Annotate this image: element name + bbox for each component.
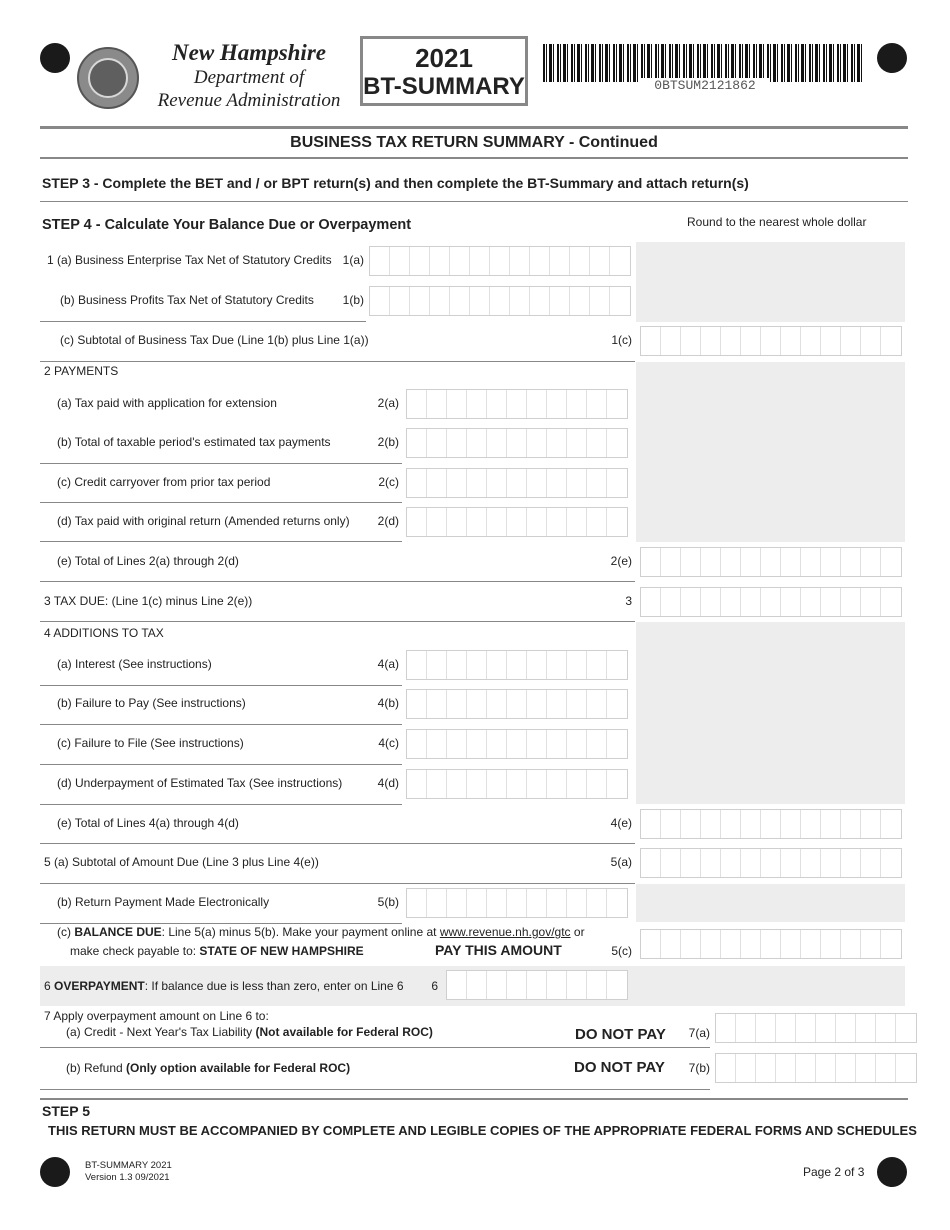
line-5a-ref: 5(a)	[610, 855, 632, 869]
form-name: BT-SUMMARY	[363, 73, 525, 100]
registration-mark	[877, 43, 907, 73]
line-2b-ref: 2(b)	[377, 435, 399, 449]
page-title: BUSINESS TAX RETURN SUMMARY - Continued	[290, 134, 658, 151]
payment-link[interactable]: www.revenue.nh.gov/gtc	[439, 925, 571, 939]
agency-name-line1: New Hampshire	[172, 40, 326, 65]
line-1c-label: (c) Subtotal of Business Tax Due (Line 1(b) plus Line 1(a))	[60, 333, 369, 347]
form-year: 2021	[415, 43, 473, 73]
line-2b-input[interactable]	[406, 428, 628, 458]
page-number: Page 2 of 3	[803, 1165, 865, 1179]
registration-mark	[40, 43, 70, 73]
line-6-label: 6 OVERPAYMENT: If balance due is less than zero, enter on Line 6	[44, 979, 404, 993]
round-note: Round to the nearest whole dollar	[687, 215, 867, 229]
line-4d-label: (d) Underpayment of Estimated Tax (See instructions)	[57, 776, 343, 790]
line-5b-label: (b) Return Payment Made Electronically	[57, 895, 270, 909]
line-4c-ref: 4(c)	[378, 736, 399, 750]
line-1a-ref: 1(a)	[342, 253, 364, 267]
line-3-label: 3 TAX DUE: (Line 1(c) minus Line 2(e))	[44, 594, 253, 608]
line-4b-ref: 4(b)	[377, 696, 399, 710]
barcode	[543, 44, 863, 82]
line-4a-ref: 4(a)	[377, 657, 399, 671]
line-2e-input[interactable]	[640, 547, 902, 577]
line-1c-ref: 1(c)	[611, 333, 632, 347]
line-7b-label: (b) Refund (Only option available for Federal ROC)	[66, 1061, 351, 1075]
line-7b-input[interactable]	[715, 1053, 917, 1083]
line-3-ref: 3	[625, 594, 632, 608]
line-4e-ref: 4(e)	[610, 816, 632, 830]
state-seal-icon	[77, 47, 139, 109]
line-7a-ref: 7(a)	[688, 1026, 710, 1040]
line-2c-ref: 2(c)	[378, 475, 399, 489]
line-4c-input[interactable]	[406, 729, 628, 759]
line-6-ref: 6	[431, 979, 438, 993]
line-2a-ref: 2(a)	[377, 396, 399, 410]
footer-version: Version 1.3 09/2021	[85, 1172, 170, 1183]
line-4a-input[interactable]	[406, 650, 628, 680]
line-2d-label: (d) Tax paid with original return (Amended returns only)	[57, 514, 350, 528]
line-4a-label: (a) Interest (See instructions)	[57, 657, 212, 671]
line-5c-input[interactable]	[640, 929, 902, 959]
line-4c-label: (c) Failure to File (See instructions)	[57, 736, 244, 750]
line-1c-input[interactable]	[640, 326, 902, 356]
line-2e-ref: 2(e)	[610, 554, 632, 568]
line-2d-ref: 2(d)	[377, 514, 399, 528]
line-6-input[interactable]	[446, 970, 628, 1000]
line-1b-input[interactable]	[369, 286, 631, 316]
line-1a-label: 1 (a) Business Enterprise Tax Net of Statutory Credits	[47, 253, 332, 267]
line-2a-label: (a) Tax paid with application for extension	[57, 396, 277, 410]
line-1b-ref: 1(b)	[342, 293, 364, 307]
line-7a-input[interactable]	[715, 1013, 917, 1043]
line-4e-label: (e) Total of Lines 4(a) through 4(d)	[57, 816, 239, 830]
step5-heading: STEP 5	[42, 1103, 90, 1119]
line-4d-input[interactable]	[406, 769, 628, 799]
line-7b-ref: 7(b)	[688, 1061, 710, 1075]
line-3-input[interactable]	[640, 587, 902, 617]
line-1b-label: (b) Business Profits Tax Net of Statutory Credits	[60, 293, 314, 307]
line-2b-label: (b) Total of taxable period's estimated tax payments	[57, 435, 331, 449]
line-7a-label: (a) Credit - Next Year's Tax Liability (Not available for Federal ROC)	[66, 1025, 433, 1039]
step3-heading: STEP 3 - Complete the BET and / or BPT return(s) and then complete the BT-Summary and attach return(s)	[42, 175, 749, 191]
line-2d-input[interactable]	[406, 507, 628, 537]
line-5c-payee: make check payable to: STATE OF NEW HAMPSHIRE	[70, 944, 364, 958]
line-4-heading: 4 ADDITIONS TO TAX	[44, 626, 164, 640]
line-1a-input[interactable]	[369, 246, 631, 276]
line-5a-label: 5 (a) Subtotal of Amount Due (Line 3 plus Line 4(e))	[44, 855, 319, 869]
line-4b-label: (b) Failure to Pay (See instructions)	[57, 696, 246, 710]
line-7a-do-not-pay: DO NOT PAY	[575, 1026, 666, 1043]
registration-mark	[40, 1157, 70, 1187]
pay-this-amount-label: PAY THIS AMOUNT	[435, 942, 562, 958]
line-4b-input[interactable]	[406, 689, 628, 719]
footer-form: BT-SUMMARY 2021	[85, 1160, 172, 1171]
line-2c-input[interactable]	[406, 468, 628, 498]
line-2e-label: (e) Total of Lines 2(a) through 2(d)	[57, 554, 239, 568]
line-2-heading: 2 PAYMENTS	[44, 364, 119, 378]
line-5b-ref: 5(b)	[377, 895, 399, 909]
line-2a-input[interactable]	[406, 389, 628, 419]
agency-name-line3: Revenue Administration	[157, 90, 341, 111]
line-7b-do-not-pay: DO NOT PAY	[574, 1059, 665, 1076]
line-4d-ref: 4(d)	[377, 776, 399, 790]
line-4e-input[interactable]	[640, 809, 902, 839]
registration-mark	[877, 1157, 907, 1187]
line-2c-label: (c) Credit carryover from prior tax period	[57, 475, 271, 489]
step5-text: THIS RETURN MUST BE ACCOMPANIED BY COMPLETE AND LEGIBLE COPIES OF THE APPROPRIATE FEDERAL FORMS AND SCHEDULES	[48, 1123, 917, 1138]
barcode-text: 0BTSUM2121862	[640, 78, 770, 94]
form-id-box	[360, 36, 528, 106]
line-5a-input[interactable]	[640, 848, 902, 878]
line-5b-input[interactable]	[406, 888, 628, 918]
agency-name-line2: Department of	[193, 67, 305, 88]
line-7-intro: 7 Apply overpayment amount on Line 6 to:	[44, 1009, 269, 1023]
step4-heading: STEP 4 - Calculate Your Balance Due or Overpayment	[42, 217, 412, 233]
line-5c-label: (c) BALANCE DUE: Line 5(a) minus 5(b). Make your payment online at www.revenue.nh.gov/gtc or	[57, 925, 585, 939]
line-5c-ref: 5(c)	[611, 944, 632, 958]
